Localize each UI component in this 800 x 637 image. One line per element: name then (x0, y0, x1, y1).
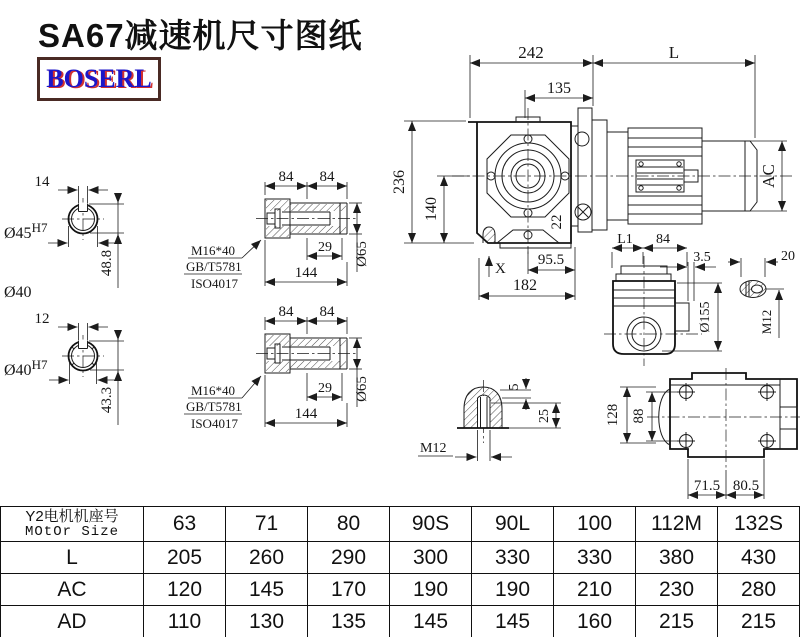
table-cell: 145 (472, 606, 554, 637)
bolt-spec-2: GB/T5781 (186, 259, 242, 274)
bolt-spec-1b: M16*40 (191, 383, 236, 398)
dim-182: 182 (513, 277, 537, 294)
table-cell: 215 (636, 606, 718, 637)
table-cell: 215 (718, 606, 800, 637)
table-row-L (1, 542, 800, 574)
dim-12: 12 (34, 311, 50, 327)
boserl-logo (37, 57, 161, 101)
dim-29-b: 29 (318, 381, 332, 396)
table-cell: 190 (390, 574, 472, 606)
dim-M12-cap: M12 (420, 441, 447, 456)
main-view (391, 43, 794, 300)
dim-43-3: 43.3 (99, 386, 115, 414)
dim-84b-b: 84 (319, 304, 335, 320)
row-label: L (1, 542, 144, 574)
dim-71-5: 71.5 (693, 478, 721, 494)
table-cell: 190 (472, 574, 554, 606)
table-cell: 260 (226, 542, 308, 574)
dim-155: Ø155 (698, 301, 713, 333)
dim-48-8: 48.8 (99, 249, 115, 277)
dim-144-b: 144 (294, 406, 318, 422)
side-view (604, 232, 795, 366)
table-cell: 90S (390, 507, 472, 542)
dim-144: 144 (294, 265, 318, 281)
table-cell: 90L (472, 507, 554, 542)
table-cell: 430 (718, 542, 800, 574)
table-cell: 170 (308, 574, 390, 606)
dim-84-side: 84 (656, 232, 670, 247)
table-cell: 330 (472, 542, 554, 574)
dim-84a: 84 (278, 169, 294, 185)
shaft-section-a (4, 174, 124, 288)
dim-140: 140 (423, 197, 440, 221)
label-x: X (495, 261, 506, 277)
table-cell: 80 (308, 507, 390, 542)
dim-25: 25 (537, 409, 552, 423)
table-cell: 280 (718, 574, 800, 606)
table-cell: 110 (144, 606, 226, 637)
table-cell: 112M (636, 507, 718, 542)
row-label: AD (1, 606, 144, 637)
dim-135: 135 (547, 80, 571, 97)
table-row-AD (1, 606, 800, 637)
table-header-motor-size (1, 507, 144, 542)
table-cell: 130 (226, 606, 308, 637)
dim-AC: AC (759, 164, 778, 188)
page-title: SA67减速机尺寸图纸 (38, 17, 363, 54)
table-header-row (1, 507, 800, 542)
table-cell: 132S (718, 507, 800, 542)
table-cell: 120 (144, 574, 226, 606)
table-cell: 160 (554, 606, 636, 637)
table-cell: 100 (554, 507, 636, 542)
table-cell: 290 (308, 542, 390, 574)
motor-size-label-cn: Y2电机机座号 (25, 508, 119, 525)
dim-80-5: 80.5 (732, 478, 760, 494)
bolt-spec-3: ISO4017 (191, 276, 238, 291)
table-row-AC (1, 574, 800, 606)
dim-242: 242 (518, 43, 544, 62)
dim-65: Ø65 (354, 241, 370, 267)
table-cell: 330 (554, 542, 636, 574)
dim-22: 22 (549, 214, 565, 230)
table-cell: 230 (636, 574, 718, 606)
table-cell: 210 (554, 574, 636, 606)
table-cell: 205 (144, 542, 226, 574)
label-d40: Ø40 (4, 284, 32, 301)
table-cell: 145 (390, 606, 472, 637)
dim-84b: 84 (319, 169, 335, 185)
dim-95-5: 95.5 (537, 252, 565, 268)
dim-29: 29 (318, 240, 332, 255)
dim-M12-side: M12 (759, 309, 774, 335)
table-cell: 71 (226, 507, 308, 542)
logo-text: BOSERL (46, 64, 152, 93)
dim-L: L (668, 43, 680, 62)
dim-14: 14 (34, 174, 50, 190)
table-cell: 63 (144, 507, 226, 542)
hollow-shaft-b (184, 304, 370, 431)
dim-65-b: Ø65 (354, 376, 370, 402)
bottom-view (605, 368, 800, 499)
row-label: AC (1, 574, 144, 606)
dim-128: 128 (605, 403, 621, 427)
dim-84a-b: 84 (278, 304, 294, 320)
dimension-table (0, 506, 800, 637)
dim-3-5: 3.5 (693, 250, 711, 265)
dim-20: 20 (781, 249, 795, 264)
dim-5: 5 (507, 383, 522, 391)
table-cell: 145 (226, 574, 308, 606)
bolt-spec-3b: ISO4017 (191, 416, 238, 431)
dim-bore-45: $Ø45^{H7}$ (4, 220, 48, 242)
dim-bore-40: $Ø40^{H7}$ (4, 357, 48, 379)
shaft-section-b (4, 311, 124, 425)
hollow-shaft-a (184, 169, 370, 291)
bolt-spec-1: M16*40 (191, 243, 236, 258)
dim-236: 236 (391, 170, 408, 194)
bolt-spec-2b: GB/T5781 (186, 399, 242, 414)
dim-88: 88 (631, 408, 647, 424)
table-cell: 380 (636, 542, 718, 574)
dim-L1: L1 (617, 232, 633, 247)
table-cell: 300 (390, 542, 472, 574)
motor-size-label-en: MOtOr Size (24, 524, 119, 540)
end-cap-view (418, 378, 561, 461)
table-cell: 135 (308, 606, 390, 637)
